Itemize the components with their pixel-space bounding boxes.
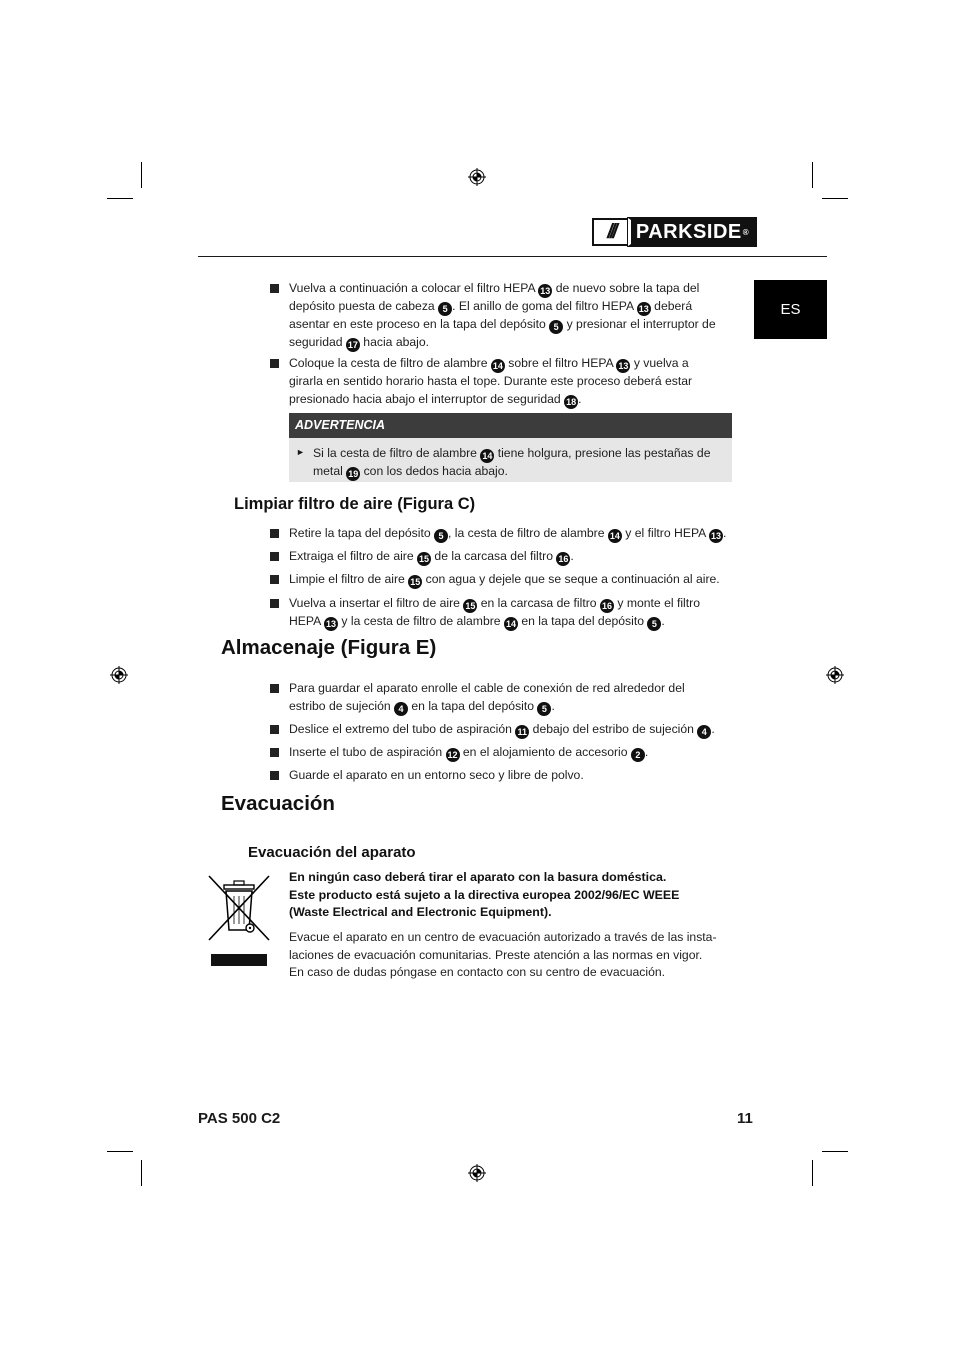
logo-registered: ® <box>742 227 750 237</box>
bullet-square-icon <box>270 684 279 693</box>
list-item-text: Coloque la cesta de filtro de alambre 14 sobre el filtro HEPA 13 y vuelva a girarla en sentido horario hasta el tope. Durante este proceso deberá estar presionado hacia abajo el interruptor de seguridad 18 . <box>289 356 693 407</box>
warning-text: Si la cesta de filtro de alambre 14 tiene holgura, presione las pestañas de metal 19 con los dedos hacia abajo. <box>313 446 711 479</box>
crop-mark <box>822 198 848 199</box>
crop-mark <box>812 162 813 188</box>
list-item-text: Retire la tapa del depósito 5 , la cesta de filtro de alambre 14 y el filtro HEPA 13 . <box>289 526 727 541</box>
list-item-text: Guarde el aparato en un entorno seco y libre de polvo. <box>289 768 584 782</box>
bullet-square-icon <box>270 359 279 368</box>
header-rule <box>198 256 827 257</box>
weee-bin-icon <box>206 872 272 968</box>
bullet-square-icon <box>270 771 279 780</box>
registration-mark-icon <box>826 666 844 684</box>
list-item-text: Para guardar el aparato enrolle el cable de conexión de red alrededor del estribo de sujeción 4 en la tapa del depósito 5 . <box>289 681 685 714</box>
bullet-square-icon <box>270 552 279 561</box>
logo-slashes: /// <box>592 218 628 246</box>
list-item-text: Inserte el tubo de aspiración 12 en el alojamiento de accesorio 2 . <box>289 745 649 760</box>
section-heading: Almacenaje (Figura E) <box>221 636 437 659</box>
crop-mark <box>107 1151 133 1152</box>
crop-mark <box>822 1151 848 1152</box>
list-item-text: Deslice el extremo del tubo de aspiración 11 debajo del estribo de sujeción 4 . <box>289 722 715 737</box>
logo-brand-text: PARKSIDE <box>635 220 742 243</box>
disposal-text: Evacue el aparato en un centro de evacuación autorizado a través de las insta- laciones de evacuación comunitarias. Preste atención a las normas en vigor. En caso de dudas póngase en contacto con su centro de evacuación. <box>289 930 717 979</box>
crop-mark <box>812 1160 813 1186</box>
list-item-text: Vuelva a insertar el filtro de aire 15 en la carcasa de filtro 16 y monte el filtro HEPA 13 y la cesta de filtro de alambre 14 en la tapa del depósito 5 . <box>289 596 700 629</box>
bullet-square-icon <box>270 725 279 734</box>
footer-model: PAS 500 C2 <box>198 1110 281 1127</box>
registration-mark-icon <box>468 168 486 186</box>
registration-mark-icon <box>110 666 128 684</box>
bullet-square-icon <box>270 284 279 293</box>
list-item-text: Limpie el filtro de aire 15 con agua y dejele que se seque a continuación al aire. <box>289 572 720 587</box>
logo-brand <box>628 218 756 246</box>
language-tab: ES <box>754 280 827 339</box>
section-heading: Limpiar filtro de aire (Figura C) <box>234 495 476 513</box>
bullet-square-icon <box>270 529 279 538</box>
section-heading: Evacuación <box>221 792 335 815</box>
bullet-square-icon <box>270 575 279 584</box>
crop-mark <box>141 162 142 188</box>
bullet-square-icon <box>270 748 279 757</box>
disposal-warning: En ningún caso deberá tirar el aparato con la basura doméstica. Este producto está sujeto a la directiva europea 2002/96/EC WEEE (Waste Electrical and Electronic Equipment). <box>289 870 680 919</box>
parkside-logo <box>592 218 756 246</box>
list-item-text: Vuelva a continuación a colocar el filtro HEPA 13 de nuevo sobre la tapa del depósito puesta de cabeza 5 . El anillo de goma del filtro HEPA 13 deberá asentar en este proceso en la tapa del depósito 5 y presionar el interruptor de seguridad 17 hacia abajo. <box>289 281 716 350</box>
page-number: 11 <box>737 1110 753 1127</box>
arrow-right-icon: ► <box>296 447 305 457</box>
registration-mark-icon <box>468 1164 486 1182</box>
warning-body <box>289 438 732 482</box>
crop-mark <box>107 198 133 199</box>
list-item-text: Extraiga el filtro de aire 15 de la carcasa del filtro 16 . <box>289 549 574 564</box>
bullet-square-icon <box>270 599 279 608</box>
crop-mark <box>141 1160 142 1186</box>
subsection-heading: Evacuación del aparato <box>248 844 416 861</box>
warning-title: ADVERTENCIA <box>289 413 732 438</box>
